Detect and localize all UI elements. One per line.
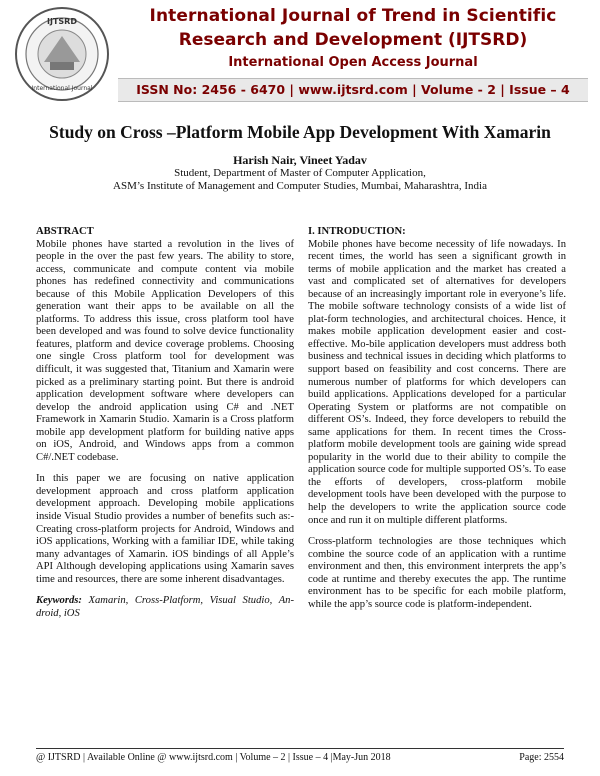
introduction-paragraph-1: Mobile phones have become necessity of life nowadays. In recent times, the world has seen a significant growth in terms of mobile application and the market has created a vast and complicated set of alternatives for developers because of an increasingly important role in everyone’s life. The mobile software technology consists of a wide list of plat-form technologies, and architectural choices. Hence, it makes mobile application development easier and cost-effective. Mo-bile application developers must address both business and technical issues in deciding which platforms to support based on feasibility and cost concerns. There are numerous number of platforms for which developers can build applications. Applications developed for a particular Operating System or platforms are not compatible on different OS’s. Indeed, they force developers to rebuild the same applications for them. In recent times the Cross-platform mobile development tools are gaining wide spread popularity in the world due to their ability to compile the application source code for multiple supported OS’s. To ease the efforts of developers, cross-platform mobile development tools have been developed with the purpose to help the developers to write the application source code once and run it on multiple different platforms. [308,238,566,526]
abstract-paragraph-1: Mobile phones have started a revolution in the lives of people in the over the past few years. The ability to store, access, communicate and compute content via mobile phones has redefined connectivity and communications because of this Mobile Application Developers of this generation want their apps to be available on all the platforms. To address this issue, cross platform tool have been developed and was found to solve device functionality features, platform and device coverage problems. Choosing one single Cross platform tool for development was difficult, it was suggested that, Titanium and Xamarin were picked as a preliminary starting point. But there is android application development software where developers can develop the android application using C# and .NET Framework in Xamarin Studio. Xamarin is a Cross platform mobile app development platform for building native apps on iOS, Android, and Windows apps from a common C#/.NET codebase. [36,238,294,463]
left-column [36,226,294,629]
abstract-heading: ABSTRACT [36,226,94,237]
journal-header [0,0,600,108]
issn-bar: ISSN No: 2456 - 6470 | www.ijtsrd.com | Volume - 2 | Issue – 4 [118,78,588,102]
introduction-paragraph-2: Cross-platform technologies are those techniques which combine the source code of an application with a runtime environment and then, this environment interprets the app’s code at runtime and thereby executes the app. The runtime environment has to be specific for each mobile platform, while the app’s source code is platform-independent. [308,536,566,610]
right-column [308,226,566,620]
page-number: Page: 2554 [519,752,564,763]
keywords-label: Keywords: [36,595,82,607]
journal-subtitle: International Open Access Journal [228,55,478,70]
logo-text-top: IJTSRD [47,17,77,26]
logo-text-bottom: International Journal [31,85,93,92]
introduction-heading: I. INTRODUCTION: [308,226,406,237]
footer-left-text: @ IJTSRD | Available Online @ www.ijtsrd.com | Volume – 2 | Issue – 4 |May-Jun 2018 [36,752,391,763]
ijtsrd-logo-icon [14,6,110,102]
affiliation-line1: Student, Department of Master of Computer Application, [174,167,426,179]
journal-name-line2: Research and Development (IJTSRD) [178,30,528,50]
abstract-paragraph-2: In this paper we are focusing on native application development approach and cross platform application development approach. Developing mobile applications inside Visual Studio provides a number of benefits such as:- Creating cross-platform projects for Android, Windows and iOS applications, Working with a familiar IDE, while taking many advantages of Xamarin. iOS bindings of all Apple’s API Although developing applications using Xamarin saves time and resources, there are some inherent disadvantages. [36,473,294,585]
affiliation-line2: ASM’s Institute of Management and Computer Studies, Mumbai, Maharashtra, India [113,180,487,192]
keywords [36,595,294,620]
keywords-text: Xamarin, Cross-Platform, Visual Studio, An- droid, iOS [36,595,294,619]
paper-authors: Harish Nair, Vineet Yadav [233,153,367,167]
paper-title: Study on Cross –Platform Mobile App Development With Xamarin [49,122,551,142]
footer-divider [36,748,564,749]
journal-name-line1: International Journal of Trend in Scientific [149,6,557,26]
page-footer [36,752,564,763]
